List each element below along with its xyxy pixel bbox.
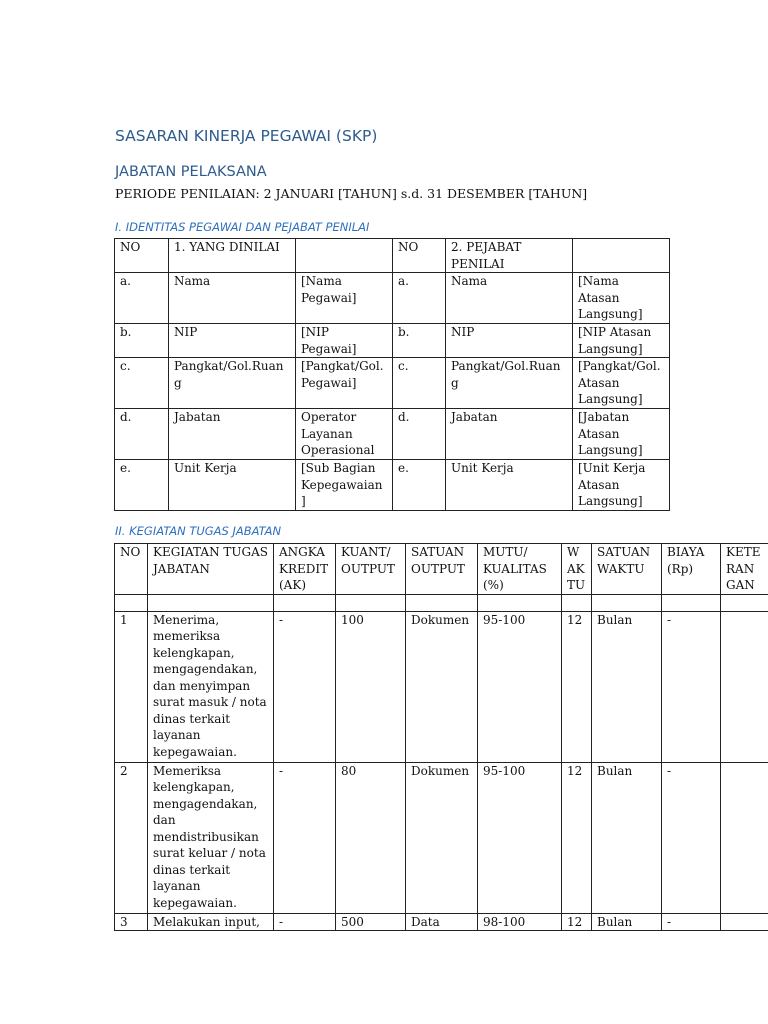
table-cell: NIP [169, 324, 296, 358]
table-cell: 12 [562, 762, 592, 913]
table-cell: 2 [115, 762, 148, 913]
table-cell: Menerima, memeriksa kelengkapan, mengagendakan, dan menyimpan surat masuk / nota dinas terkait layanan kepegawaian. [148, 611, 274, 762]
header-cell: W AK TU [562, 544, 592, 595]
table-cell: [NIP Pegawai] [296, 324, 393, 358]
table-cell: 12 [562, 913, 592, 931]
table-cell: [Nama Pegawai] [296, 273, 393, 324]
header-cell: BIAYA (Rp) [662, 544, 721, 595]
table-cell: [Pangkat/Gol. Pegawai] [296, 358, 393, 409]
table-cell: 12 [562, 611, 592, 762]
header-cell [296, 239, 393, 273]
table-row [115, 273, 670, 324]
table-cell: 3 [115, 913, 148, 931]
table-cell: Jabatan [446, 409, 573, 460]
table-cell [721, 611, 768, 762]
table-cell: d. [115, 409, 169, 460]
table-cell: [Nama Atasan Langsung] [573, 273, 670, 324]
table-cell: b. [115, 324, 169, 358]
table-cell: Memeriksa kelengkapan, mengagendakan, dan mendistribusikan surat keluar / nota dinas terkait layanan kepegawaian. [148, 762, 274, 913]
table-cell: - [662, 913, 721, 931]
header-cell: KEGIATAN TUGAS JABATAN [148, 544, 274, 595]
table-header-row [115, 544, 768, 595]
header-cell: SATUAN OUTPUT [406, 544, 478, 595]
table-cell: Nama [169, 273, 296, 324]
table-cell: [Jabatan Atasan Langsung] [573, 409, 670, 460]
table-cell: b. [393, 324, 446, 358]
header-cell: MUTU/ KUALITAS (%) [478, 544, 562, 595]
table-row [115, 409, 670, 460]
table-cell: - [274, 762, 336, 913]
table-cell: [Sub Bagian Kepegawaian ] [296, 460, 393, 511]
table-cell: 95-100 [478, 762, 562, 913]
table-cell: 80 [336, 762, 406, 913]
table-cell: e. [393, 460, 446, 511]
table-cell: Dokumen [406, 762, 478, 913]
table-row [115, 611, 768, 762]
table-cell: - [662, 762, 721, 913]
table-header-row [115, 239, 670, 273]
table-row [115, 358, 670, 409]
header-cell: KETE RAN GAN [721, 544, 768, 595]
table-cell: Unit Kerja [446, 460, 573, 511]
table-cell: Nama [446, 273, 573, 324]
document-subtitle: JABATAN PELAKSANA [115, 164, 267, 180]
table-cell: 100 [336, 611, 406, 762]
table-cell: Dokumen [406, 611, 478, 762]
header-cell: KUANT/ OUTPUT [336, 544, 406, 595]
table-cell: 500 [336, 913, 406, 931]
table-cell: Data [406, 913, 478, 931]
table-cell: Operator Layanan Operasional [296, 409, 393, 460]
table-cell: Pangkat/Gol.Ruang [446, 358, 573, 409]
table-cell: Bulan [592, 611, 662, 762]
header-cell: NO [115, 544, 148, 595]
table-cell: Unit Kerja [169, 460, 296, 511]
table-row [115, 460, 670, 511]
table-cell: [NIP Atasan Langsung] [573, 324, 670, 358]
table-cell: a. [393, 273, 446, 324]
table-cell: - [662, 611, 721, 762]
table-cell: NIP [446, 324, 573, 358]
table-row [115, 324, 670, 358]
header-cell: SATUAN WAKTU [592, 544, 662, 595]
table-cell: - [274, 913, 336, 931]
header-cell [573, 239, 670, 273]
table-cell: [Pangkat/Gol. Atasan Langsung] [573, 358, 670, 409]
table-cell: a. [115, 273, 169, 324]
table-cell: c. [115, 358, 169, 409]
header-cell: 1. YANG DINILAI [169, 239, 296, 273]
table-cell [721, 913, 768, 931]
table-row [115, 913, 768, 931]
header-cell: ANGKA KREDIT (AK) [274, 544, 336, 595]
table-cell: Bulan [592, 762, 662, 913]
table-cell: e. [115, 460, 169, 511]
table-row [115, 762, 768, 913]
table-cell: 95-100 [478, 611, 562, 762]
table-cell: Jabatan [169, 409, 296, 460]
section-1-heading: I. IDENTITAS PEGAWAI DAN PEJABAT PENILAI [115, 220, 370, 234]
periode-text: PERIODE PENILAIAN: 2 JANUARI [TAHUN] s.d. 31 DESEMBER [TAHUN] [115, 186, 588, 201]
table-cell: Melakukan input, [148, 913, 274, 931]
table-cell: Pangkat/Gol.Ruang [169, 358, 296, 409]
table-cell [721, 762, 768, 913]
table-cell: - [274, 611, 336, 762]
table-cell: [Unit Kerja Atasan Langsung] [573, 460, 670, 511]
table-cell: Bulan [592, 913, 662, 931]
table-cell: 98-100 [478, 913, 562, 931]
header-cell: NO [115, 239, 169, 273]
table-cell: c. [393, 358, 446, 409]
document-title: SASARAN KINERJA PEGAWAI (SKP) [115, 127, 378, 145]
table-cell: 1 [115, 611, 148, 762]
section-2-heading: II. KEGIATAN TUGAS JABATAN [115, 524, 282, 538]
header-cell: 2. PEJABAT PENILAI [446, 239, 573, 273]
table-cell: d. [393, 409, 446, 460]
activities-table [114, 543, 768, 931]
identity-table [114, 238, 670, 511]
empty-row [115, 594, 768, 611]
header-cell: NO [393, 239, 446, 273]
